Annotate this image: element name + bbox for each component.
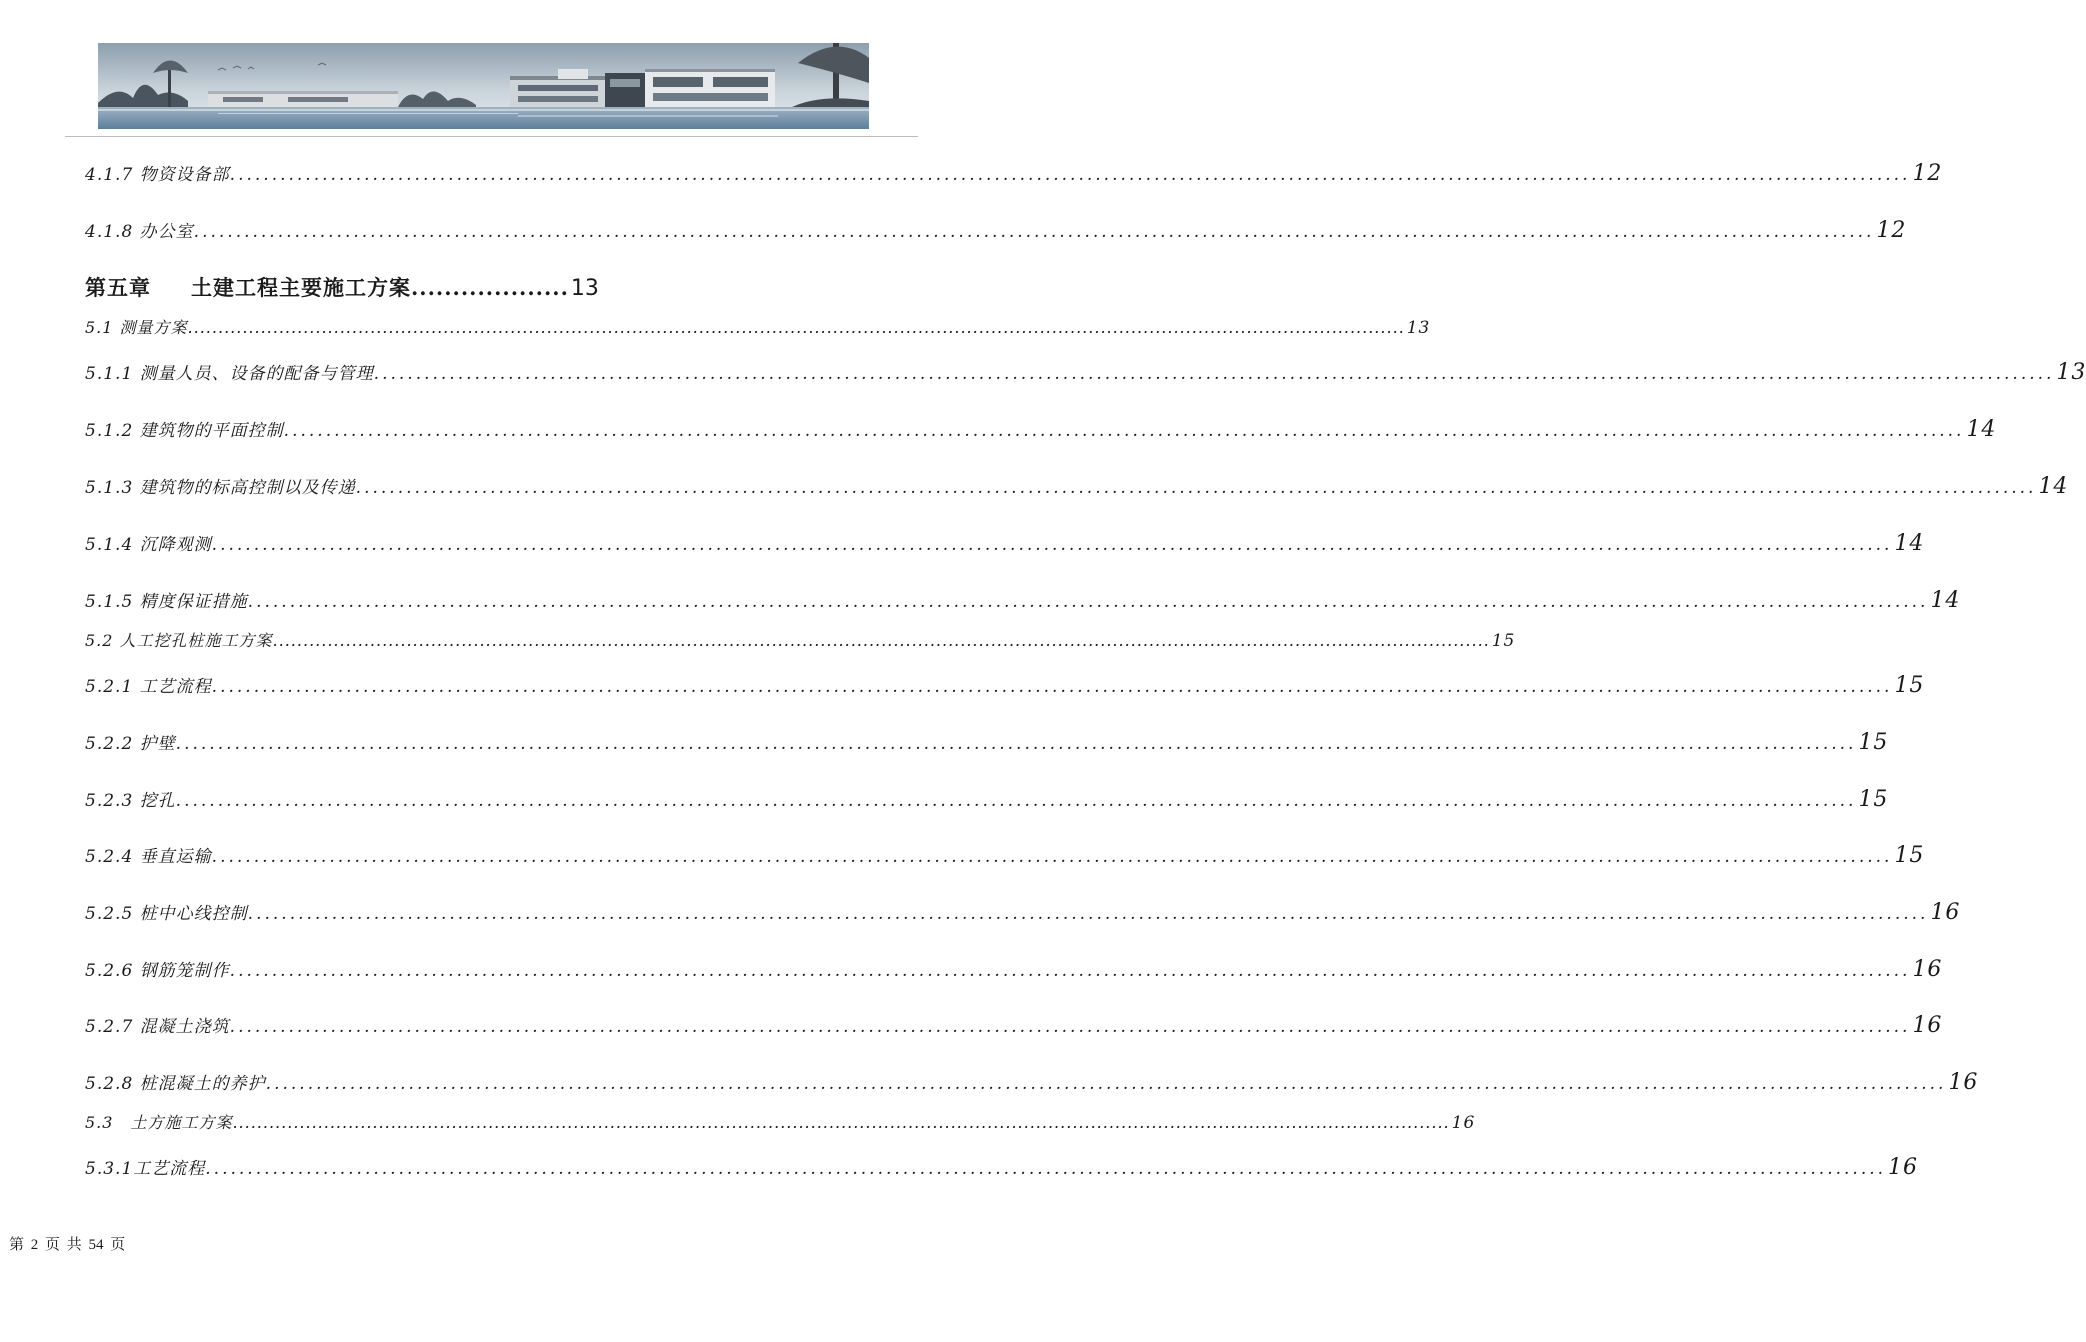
toc-leader-dots: ........................................................................................................................................................................................................ <box>272 631 1490 650</box>
toc-entry[interactable] <box>85 729 1889 755</box>
toc-entry-label: 5.1.3 建筑物的标高控制以及传递 <box>85 478 356 498</box>
toc-leader-dots: ........................................................................................................................................................................................................ <box>232 1113 1450 1132</box>
toc-page-number: 12 <box>1912 161 1943 186</box>
toc-page-number: 16 <box>1912 957 1943 982</box>
toc-entry-label: 4.1.8 办公室 <box>85 222 194 242</box>
toc-entry[interactable] <box>85 160 1943 186</box>
toc-entry-label: 5.3.1工艺流程 <box>85 1159 206 1179</box>
toc-entry-label: 5.2 人工挖孔桩施工方案 <box>85 631 273 650</box>
toc-leader-dots: ........................................................................................................................................................................................................ <box>187 318 1405 337</box>
toc-page-number: 13 <box>1406 318 1431 338</box>
toc-entry[interactable] <box>85 473 2069 499</box>
toc-entry-label: 4.1.7 物资设备部 <box>85 165 230 185</box>
toc-entry[interactable] <box>85 842 1925 868</box>
toc-page-number: 16 <box>1912 1013 1943 1038</box>
toc-entry[interactable] <box>85 956 1943 982</box>
toc-page-number: 14 <box>1930 588 1961 613</box>
toc-leader-dots: ........................................................................................................................................................................................................ <box>205 1159 1887 1179</box>
toc-leader-dots: ........................................................................................................................................................................................................ <box>373 364 2055 384</box>
toc-entry-label: 5.2.2 护壁 <box>85 734 176 754</box>
toc-page-number: 14 <box>1966 417 1997 442</box>
toc-leader-dots: ........................................................................................................................................................................................................ <box>283 421 1965 441</box>
toc-leader-dots: ........................................................................................................................................................................................................ <box>193 222 1875 242</box>
toc-entry-label: 5.3 土方施工方案 <box>85 1113 233 1132</box>
toc-page-number: 15 <box>1894 843 1925 868</box>
toc-leader-dots: ........................................................................................................................................................................................................ <box>211 535 1893 555</box>
toc-entry[interactable] <box>85 1154 1919 1180</box>
toc-leader-dots: ........................................................................................................................................................................................................ <box>211 847 1893 867</box>
toc-page-number: 15 <box>1491 631 1516 651</box>
toc-leader-dots: ........................................................................................................................................................................................................ <box>229 1017 1911 1037</box>
toc-leader-dots: ........................................................................................................................................................................................................ <box>355 478 2037 498</box>
toc-leader-dots: ........................................................................................................................................................................................................ <box>265 1074 1947 1094</box>
toc-leader-dots: ........................................................................................................................................................................................................ <box>175 734 1857 754</box>
toc-entry[interactable] <box>85 1110 1476 1133</box>
toc-leader-dots: ........................................................................................................................................................................................................ <box>175 791 1857 811</box>
toc-entry[interactable] <box>85 359 2086 385</box>
toc-leader-dots: ........................................................................................................................................................................................................ <box>211 677 1893 697</box>
toc-chapter-entry[interactable] <box>85 272 599 302</box>
toc-page-number: 15 <box>1858 787 1889 812</box>
toc-entry-label: 5.2.6 钢筋笼制作 <box>85 961 230 981</box>
chapter-number: 第五章 <box>85 275 151 300</box>
toc-entry-label: 5.2.1 工艺流程 <box>85 677 212 697</box>
header-banner-image <box>98 43 869 129</box>
toc-page-number: 14 <box>1894 531 1925 556</box>
toc-entry-label: 5.1.1 测量人员、设备的配备与管理 <box>85 364 374 384</box>
toc-entry[interactable] <box>85 628 1516 651</box>
toc-page-number: 13 <box>2056 360 2086 385</box>
toc-entry-label: 5.2.4 垂直运输 <box>85 847 212 867</box>
toc-page-number: 16 <box>1451 1113 1476 1133</box>
toc-page-number: 16 <box>1930 900 1961 925</box>
chapter-title: 土建工程主要施工方案 <box>191 275 411 300</box>
toc-entry-label: 5.1.2 建筑物的平面控制 <box>85 421 284 441</box>
toc-leader-dots: ........................................................................................................................................................................................................ <box>247 904 1929 924</box>
toc-entry-label: 5.1.5 精度保证措施 <box>85 592 248 612</box>
toc-entry-label: 5.2.3 挖孔 <box>85 791 176 811</box>
toc-page-number: 15 <box>1894 673 1925 698</box>
toc-entry[interactable] <box>85 587 1961 613</box>
toc-entry[interactable] <box>85 217 1907 243</box>
toc-entry[interactable] <box>85 416 1997 442</box>
toc-entry-label: 5.2.8 桩混凝土的养护 <box>85 1074 266 1094</box>
toc-entry[interactable] <box>85 1012 1943 1038</box>
toc-entry-label <box>85 272 411 302</box>
toc-entry[interactable] <box>85 1069 1979 1095</box>
toc-leader-dots: ........................................................................................................................................................................................................ <box>229 165 1911 185</box>
toc-entry-label: 5.2.5 桩中心线控制 <box>85 904 248 924</box>
toc-page-number: 15 <box>1858 730 1889 755</box>
toc-page-number: 14 <box>2038 474 2069 499</box>
toc-page-number: 16 <box>1888 1155 1919 1180</box>
toc-entry-label: 5.1.4 沉降观测 <box>85 535 212 555</box>
toc-page-number: 16 <box>1948 1070 1979 1095</box>
toc-page-number: 12 <box>1876 218 1907 243</box>
toc-entry[interactable] <box>85 786 1889 812</box>
toc-leader-dots: ................... <box>411 275 569 300</box>
toc-entry[interactable] <box>85 672 1925 698</box>
toc-leader-dots: ........................................................................................................................................................................................................ <box>247 592 1929 612</box>
header-divider <box>65 136 918 137</box>
toc-entry[interactable] <box>85 530 1925 556</box>
toc-entry[interactable] <box>85 899 1961 925</box>
toc-entry-label: 5.1 测量方案 <box>85 318 188 337</box>
toc-page-number: 13 <box>570 276 599 301</box>
toc-entry-label: 5.2.7 混凝土浇筑 <box>85 1017 230 1037</box>
toc-entry[interactable] <box>85 315 1431 338</box>
page-footer: 第 2 页 共 54 页 <box>9 1237 126 1253</box>
toc-leader-dots: ........................................................................................................................................................................................................ <box>229 961 1911 981</box>
